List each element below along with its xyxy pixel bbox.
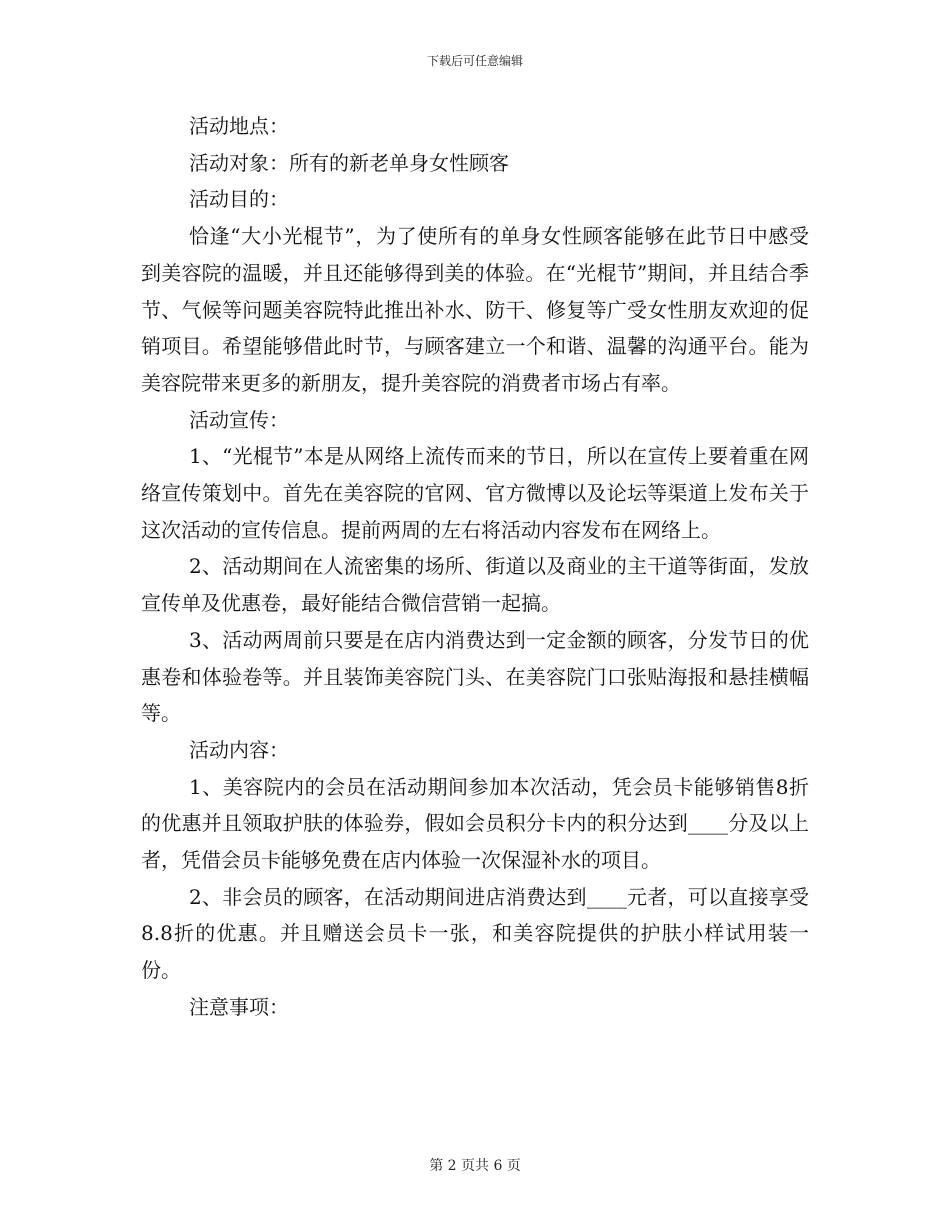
page-footer: 第 2 页共 6 页	[429, 1158, 521, 1174]
paragraph-promotion-item-1: 1、“光棍节”本是从网络上流传而来的节日，所以在宣传上要着重在网络宣传策划中。首先在美容院的官网、官方微博以及论坛等渠道上发布关于这次活动的宣传信息。提前两周的左右将活动内容发布在网络上。	[141, 444, 809, 542]
paragraph-location: 活动地点：	[189, 114, 289, 138]
document-body	[141, 108, 809, 1026]
paragraph-promotion-item-3: 3、活动两周前只要是在店内消费达到一定金额的顾客，分发节日的优惠卷和体验卷等。并且装饰美容院门头、在美容院门口张贴海报和悬挂横幅等。	[141, 627, 809, 726]
paragraph-content-item-2: 2、非会员的顾客，在活动期间进店消费达到____元者，可以直接享受8.8折的优惠。并且赠送会员卡一张，和美容院提供的护肤小样试用装一份。	[141, 884, 809, 983]
paragraph-target-audience: 活动对象：所有的新老单身女性顾客	[189, 150, 509, 175]
paragraph-promotion-item-2: 2、活动期间在人流密集的场所、街道以及商业的主干道等街面，发放宣传单及优惠卷，最好能结合微信营销一起搞。	[141, 554, 809, 616]
paragraph-promotion-heading: 活动宣传：	[189, 407, 289, 432]
page-header: 下载后可任意编辑	[426, 54, 523, 68]
paragraph-content-item-1: 1、美容院内的会员在活动期间参加本次活动，凭会员卡能够销售8折的优惠并且领取护肤的体验券，假如会员积分卡内的积分达到____分及以上者，凭借会员卡能够免费在店内体验一次保湿补水的项目。	[141, 774, 809, 873]
paragraph-purpose-body: 恰逢“大小光棍节”，为了使所有的单身女性顾客能够在此节日中感受到美容院的温暖，并且还能够得到美的体验。在“光棍节”期间，并且结合季节、气候等问题美容院特此推出补水、防干、修复等广受女性朋友欢迎的促销项目。希望能够借此时节，与顾客建立一个和谐、温馨的沟通平台。能为美容院带来更多的新朋友，提升美容院的消费者市场占有率。	[141, 224, 809, 395]
paragraph-notes-heading: 注意事项：	[189, 994, 289, 1019]
paragraph-content-heading: 活动内容：	[189, 737, 289, 762]
paragraph-purpose-heading: 活动目的：	[189, 187, 289, 212]
